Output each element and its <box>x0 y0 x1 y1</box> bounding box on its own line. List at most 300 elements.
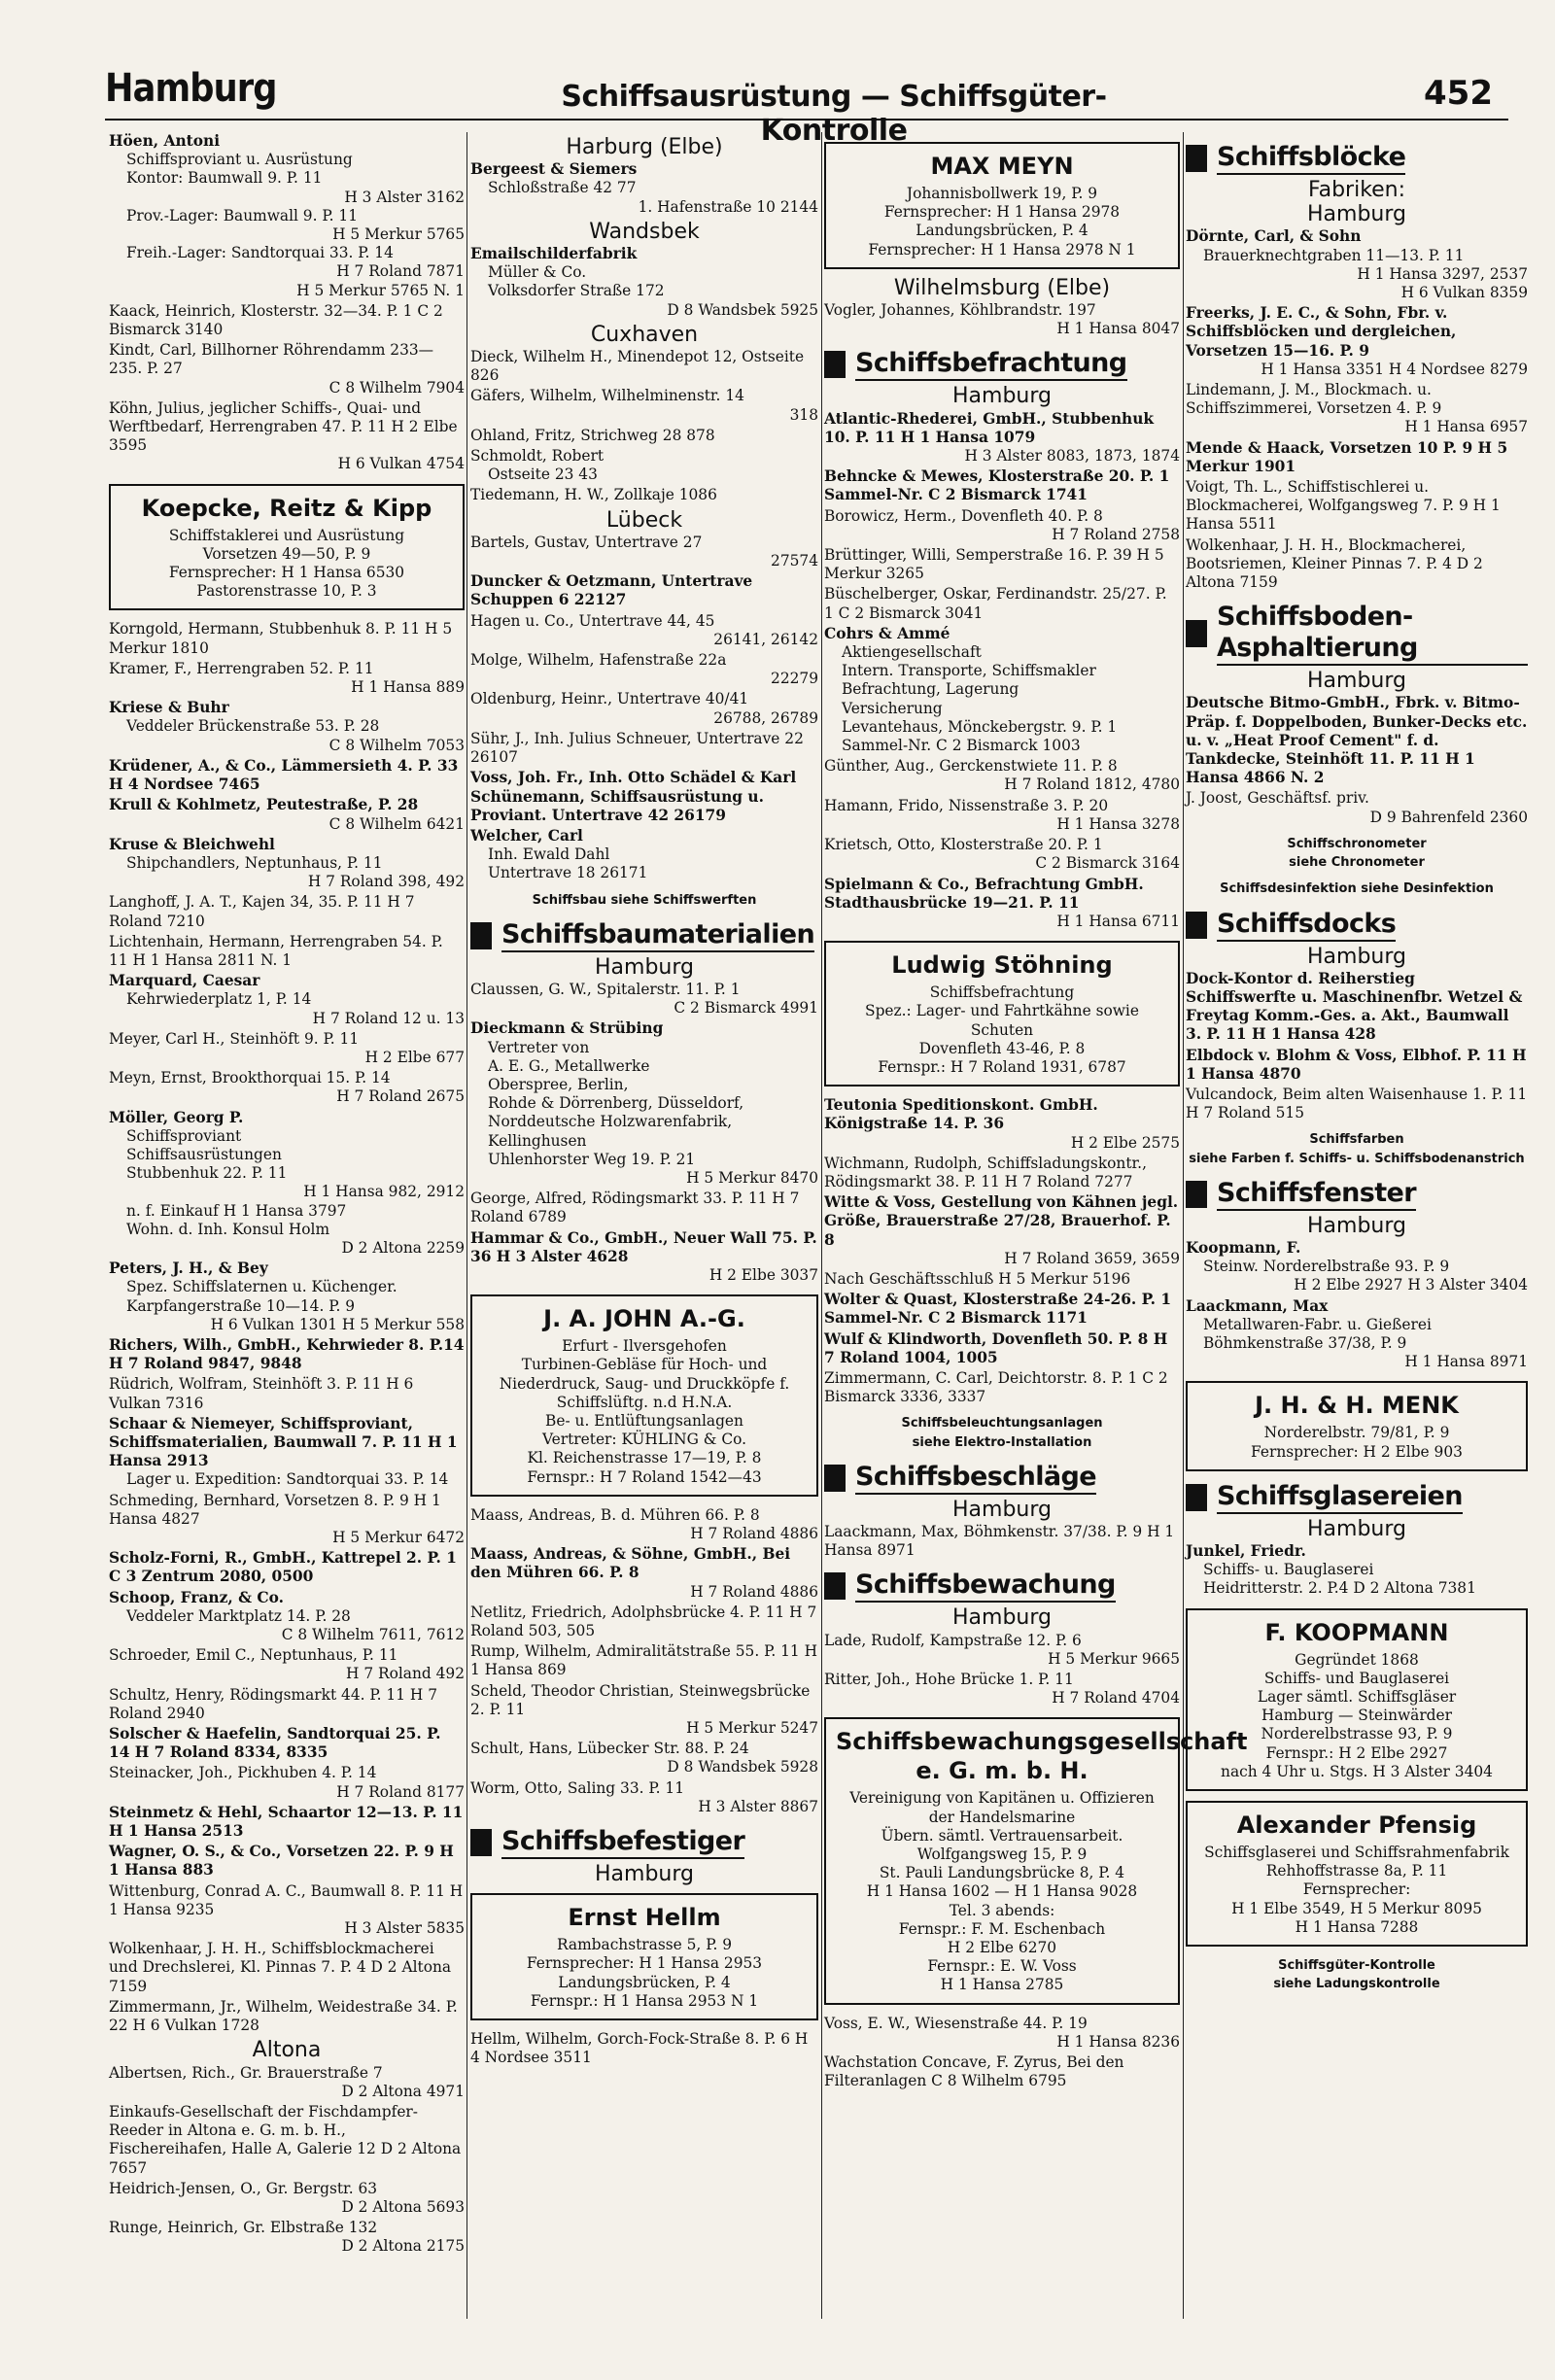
listing-detail: Schiffsproviant <box>126 1126 242 1145</box>
section-title: Schiffsbeschläge <box>855 1462 1096 1495</box>
listing-detail: Kontor: Baumwall 9. P. 11 <box>126 169 323 188</box>
listing-name: Dieck, Wilhelm H., Minendepot 12, Ostseite 826 <box>470 348 805 385</box>
listing-detail: Oberspree, Berlin, <box>488 1075 629 1093</box>
cross-reference <box>470 891 818 910</box>
listing-name: Netlitz, Friedrich, Adolphsbrücke 4. P. 11 H 7 Roland 503, 505 <box>470 1603 817 1640</box>
section-bullet-icon <box>824 1572 846 1600</box>
listing-detail: Ostseite 23 43 <box>488 466 598 484</box>
listing-name: Heidrich-Jensen, O., Gr. Bergstr. 63 <box>109 2179 378 2197</box>
listing-detail: Karpfangerstraße 10—14. P. 9 <box>126 1296 356 1315</box>
listing-entry <box>109 302 465 339</box>
listing-detail: 1. Hafenstraße 10 2144 <box>638 197 818 216</box>
listing-entry <box>470 1682 818 1739</box>
advert-john <box>470 1294 818 1497</box>
section-title: Schiffsboden-Asphaltierung <box>1217 602 1528 666</box>
listing-name: Claussen, G. W., Spitalerstr. 11. P. 1 <box>470 980 741 998</box>
advert-line: Schiffsbefrachtung <box>929 983 1075 1002</box>
section-bullet-icon <box>470 922 492 949</box>
listing-detail: Böhmkenstraße 37/38, P. 9 <box>1203 1333 1407 1352</box>
listing-detail: Sammel-Nr. C 2 Bismarck 1003 <box>842 737 1081 755</box>
listing-entry <box>109 1686 465 1723</box>
header-city: Hamburg <box>105 66 277 111</box>
city-heading: Hamburg <box>952 1605 1052 1631</box>
section-heading <box>1186 909 1528 942</box>
listing-entry <box>1186 1047 1528 1084</box>
advert-line: Rambachstrasse 5, P. 9 <box>556 1936 733 1954</box>
listing-detail: H 5 Merkur 8470 <box>686 1168 818 1187</box>
listing-name: Bartels, Gustav, Untertrave 27 <box>470 533 703 551</box>
cross-reference-line: Schiffsbau siehe Schiffswerften <box>532 892 757 908</box>
listing-name: Wittenburg, Conrad A. C., Baumwall 8. P. 11 H 1 Hansa 9235 <box>109 1881 464 1918</box>
listing-name: Lade, Rudolf, Kampstraße 12. P. 6 <box>824 1631 1082 1649</box>
listing-name: Wagner, O. S., & Co., Vorsetzen 22. P. 9 H 1 Hansa 883 <box>109 1843 454 1880</box>
listing-name: Molge, Wilhelm, Hafenstraße 22a <box>470 651 727 670</box>
listing-detail: Intern. Transporte, Schiffsmakler <box>842 662 1096 680</box>
page-number: 452 <box>1424 74 1493 113</box>
listing-name: Köhn, Julius, jeglicher Schiffs-, Quai- und Werftbedarf, Herrengraben 47. P. 11 H 2 Elbe 3595 <box>109 398 458 455</box>
advert-line: H 1 Hansa 7288 <box>1295 1917 1419 1936</box>
listing-name: Wolkenhaar, J. H. H., Blockmacherei, Bootsriemen, Kleiner Pinnas 7. P. 4 D 2 Altona 7159 <box>1186 535 1483 592</box>
listing-detail: C 8 Wilhelm 7611, 7612 <box>281 1626 465 1644</box>
advert-stoehning <box>824 941 1180 1087</box>
advert-meyn <box>824 142 1180 269</box>
listing-detail: n. f. Einkauf H 1 Hansa 3797 <box>126 1201 347 1220</box>
city-heading: Hamburg <box>1307 944 1406 969</box>
section-title: Schiffsbewachung <box>855 1569 1116 1603</box>
listing-detail: Vertreter von <box>488 1038 590 1056</box>
listing-entry <box>109 1764 465 1801</box>
section-heading <box>824 1462 1180 1495</box>
section-heading <box>1186 1481 1528 1514</box>
listing-name: Brüttinger, Willi, Semperstraße 16. P. 39 H 5 Merkur 3265 <box>824 546 1164 583</box>
listing-name: Ritter, Joh., Hohe Brücke 1. P. 11 <box>824 1671 1074 1688</box>
advert-line: Fernspr.: H 7 Roland 1931, 6787 <box>878 1057 1126 1076</box>
listing-detail: H 1 Hansa 6711 <box>1056 912 1180 930</box>
listing-name: Laackmann, Max <box>1186 1296 1329 1315</box>
listing-name: Voigt, Th. L., Schiffstischlerei u. Blockmacherei, Wolfgangsweg 7. P. 9 H 1 Hansa 5511 <box>1186 478 1501 534</box>
listing-name: Dock-Kontor d. Reiherstieg Schiffswerfte u. Maschinenfbr. Wetzel & Freytag Komm.-Ges. a. Akt., Baumwall 3. P. 11 H 1 Hansa 428 <box>1186 969 1523 1044</box>
listing-entry <box>824 1291 1180 1328</box>
advert-line: Landungsbrücken, P. 4 <box>558 1973 731 1991</box>
listing-entry <box>824 2053 1180 2090</box>
listing-name: Voss, E. W., Wiesenstraße 44. P. 19 <box>824 2014 1088 2032</box>
listing-entry <box>109 1109 465 1259</box>
advert-line: Pastorenstrasse 10, P. 3 <box>196 582 377 601</box>
listing-entry <box>470 1642 818 1679</box>
listing-name: Wolter & Quast, Klosterstraße 24-26. P. 1 Sammel-Nr. C 2 Bismarck 1171 <box>824 1291 1172 1328</box>
advert-title: Ernst Hellm <box>568 1904 721 1932</box>
advert-line: Norderelbstrasse 93, P. 9 <box>1261 1725 1453 1743</box>
listing-detail: Untertrave 18 26171 <box>488 864 648 882</box>
advert-line: Tel. 3 abends: <box>949 1901 1055 1919</box>
listing-entry <box>109 1030 465 1067</box>
listing-detail: D 2 Altona 2259 <box>341 1238 465 1257</box>
listing-name: Nach Geschäftsschluß H 5 Merkur 5196 <box>824 1269 1131 1288</box>
advert-line: Hamburg — Steinwärder <box>1261 1707 1453 1725</box>
listing-name: Ohland, Fritz, Strichweg 28 878 <box>470 426 715 444</box>
listing-entry <box>824 1671 1180 1707</box>
listing-detail: H 1 Hansa 3297, 2537 <box>1357 264 1528 283</box>
city-heading: Hamburg <box>1307 1516 1406 1541</box>
listing-entry <box>1186 970 1528 1045</box>
listing-name: Möller, Georg P. <box>109 1108 244 1126</box>
listing-entry <box>109 972 465 1028</box>
listing-entry <box>109 660 465 697</box>
city-heading: Hamburg <box>952 384 1052 409</box>
listing-entry <box>1186 381 1528 437</box>
listing-entry <box>824 1523 1180 1560</box>
advert-title: Koepcke, Reitz & Kipp <box>141 494 432 522</box>
listing-entry <box>470 486 818 504</box>
listing-entry <box>470 534 818 570</box>
listing-detail: H 7 Roland 3659, 3659 <box>1004 1249 1180 1267</box>
listing-detail: H 7 Roland 2758 <box>1052 525 1180 543</box>
advert-line: Vorsetzen 49—50, P. 9 <box>202 544 371 563</box>
listing-entry <box>1186 1086 1528 1122</box>
listing-entry <box>109 2180 465 2217</box>
listing-entry <box>470 1190 818 1226</box>
listing-entry <box>109 836 465 892</box>
cross-reference-line: siehe Farben f. Schiffs- u. Schiffsbodenanstrich <box>1189 1151 1525 1166</box>
listing-name: Mende & Haack, Vorsetzen 10 P. 9 H 5 Merkur 1901 <box>1186 438 1508 475</box>
listing-detail: D 2 Altona 4971 <box>341 2082 465 2100</box>
listing-entry <box>824 1270 1180 1289</box>
listing-detail: H 7 Roland 12 u. 13 <box>312 1009 465 1027</box>
listing-detail: H 3 Alster 3162 <box>344 188 465 206</box>
listing-name: Schaar & Niemeyer, Schiffsproviant, Schiffsmaterialien, Baumwall 7. P. 11 H 1 Hansa 2913 <box>109 1414 458 1470</box>
section-bullet-icon <box>1186 1484 1207 1511</box>
listing-detail: H 6 Vulkan 1301 H 5 Merkur 558 <box>210 1315 465 1333</box>
listing-name: Günther, Aug., Gerckenstwiete 11. P. 8 <box>824 757 1118 776</box>
section-title: Schiffsdocks <box>1217 909 1396 942</box>
listing-detail: H 1 Hansa 889 <box>351 678 465 697</box>
header-section-title: Schiffsausrüstung — Schiffsgüter-Kontrolle <box>561 80 1107 148</box>
listing-name: Zimmermann, C. Carl, Deichtorstr. 8. P. 1 C 2 Bismarck 3336, 3337 <box>824 1368 1168 1406</box>
listing-entry <box>824 1096 1180 1153</box>
listing-entry <box>470 730 818 767</box>
city-heading: Wandsbek <box>589 219 700 244</box>
listing-entry <box>470 348 818 385</box>
listing-name: Oldenburg, Heinr., Untertrave 40/41 <box>470 690 749 708</box>
advert-koopmann <box>1186 1608 1528 1791</box>
listing-entry <box>109 2103 465 2178</box>
advert-line: Norderelbstr. 79/81, P. 9 <box>1263 1424 1450 1442</box>
listing-entry <box>470 651 818 688</box>
cross-reference-line: Schiffsgüter-Kontrolle <box>1278 1958 1435 1974</box>
advert-title: Schiffsbewachungsgesellschaft e. G. m. b. H. <box>836 1728 1248 1785</box>
listing-detail: H 7 Roland 1812, 4780 <box>1004 776 1180 794</box>
listing-name: Meyn, Ernst, Brookthorquai 15. P. 14 <box>109 1069 391 1087</box>
listing-name: Cohrs & Ammé <box>824 624 950 642</box>
listing-detail: H 5 Merkur 5765 N. 1 <box>296 281 465 299</box>
listing-name: Kramer, F., Herrengraben 52. P. 11 <box>109 659 374 677</box>
cross-reference-line: siehe Elektro-Installation <box>912 1434 1092 1450</box>
listing-name: Freerks, J. E. C., & Sohn, Fbr. v. Schiffsblöcken und dergleichen, Vorsetzen 15—16. P. 9 <box>1186 304 1457 360</box>
listing-entry <box>109 1589 465 1645</box>
listing-entry <box>109 399 465 474</box>
advert-line: Rehhoffstrasse 8a, P. 11 <box>1265 1862 1448 1880</box>
listing-entry <box>109 1804 465 1841</box>
listing-detail: 318 <box>789 405 818 424</box>
listing-detail: Volksdorfer Straße 172 <box>488 282 665 300</box>
listing-detail: H 3 Alster 8867 <box>698 1797 818 1815</box>
listing-entry <box>470 2030 818 2067</box>
listing-detail: Kehrwiederplatz 1, P. 14 <box>126 990 312 1009</box>
column-1 <box>109 132 465 2328</box>
column-4 <box>1186 132 1528 2328</box>
listing-entry <box>470 827 818 883</box>
listing-entry <box>470 245 818 320</box>
section-title: Schiffsbefestiger <box>501 1826 744 1859</box>
listing-entry <box>470 1545 818 1602</box>
advert-bewachung <box>824 1717 1248 2004</box>
advert-line: H 1 Hansa 1602 — H 1 Hansa 9028 <box>866 1882 1138 1901</box>
listing-name: Laackmann, Max, Böhmkenstr. 37/38. P. 9 H 1 Hansa 8971 <box>824 1522 1175 1560</box>
listing-entry <box>824 836 1180 873</box>
listing-detail: H 7 Roland 492 <box>346 1665 465 1683</box>
listing-name: Meyer, Carl H., Steinhöft 9. P. 11 <box>109 1029 360 1048</box>
listing-name: Kriese & Buhr <box>109 699 229 717</box>
listing-detail: Versicherung <box>842 699 943 717</box>
section-bullet-icon <box>1186 620 1207 647</box>
listing-entry <box>470 387 818 424</box>
listing-detail: Uhlenhorster Weg 19. P. 21 <box>488 1150 696 1168</box>
listing-entry <box>470 572 818 609</box>
advert-line: Spez.: Lager- und Fahrtkähne sowie Schuten <box>865 1002 1139 1039</box>
advert-line: Vertreter: KÜHLING & Co. <box>541 1431 747 1449</box>
listing-name: Atlantic-Rhederei, GmbH., Stubbenhuk 10. P. 11 H 1 Hansa 1079 <box>824 409 1155 446</box>
listing-entry <box>824 797 1180 834</box>
listing-entry <box>109 1069 465 1106</box>
listing-name: Krüdener, A., & Co., Lämmersieth 4. P. 33 H 4 Nordsee 7465 <box>109 756 459 794</box>
advert-line: St. Pauli Landungsbrücke 8, P. 4 <box>879 1864 1125 1882</box>
listing-name: Bergeest & Siemers <box>470 160 638 179</box>
listing-detail: H 1 Hansa 8047 <box>1056 320 1180 338</box>
listing-entry <box>824 1632 1180 1669</box>
section-bullet-icon <box>824 1465 846 1492</box>
listing-detail: H 7 Roland 7871 <box>336 262 465 281</box>
section-heading <box>470 1826 818 1859</box>
advert-line: Fernsprecher: H 1 Hansa 2953 <box>526 1954 763 1973</box>
listing-name: Krull & Kohlmetz, Peutestraße, P. 28 <box>109 796 419 814</box>
advert-line: H 1 Hansa 2785 <box>940 1976 1064 1994</box>
listing-detail: Schloßstraße 42 77 <box>488 179 637 197</box>
listing-name: George, Alfred, Rödingsmarkt 33. P. 11 H 7 Roland 6789 <box>470 1190 800 1226</box>
listing-detail: 27574 <box>771 552 818 570</box>
listing-entry <box>470 1779 818 1816</box>
listing-detail: H 1 Hansa 8971 <box>1404 1353 1528 1371</box>
section-bullet-icon <box>824 351 846 378</box>
listing-name: Tiedemann, H. W., Zollkaje 1086 <box>470 486 717 504</box>
listing-entry <box>470 690 818 727</box>
section-heading <box>1186 142 1528 175</box>
advert-line: Dovenfleth 43-46, P. 8 <box>918 1039 1086 1057</box>
listing-detail: 22279 <box>771 670 818 688</box>
listing-entry <box>109 1940 465 1996</box>
listing-name: Voss, Joh. Fr., Inh. Otto Schädel & Karl Schünemann, Schiffsausrüstung u. Proviant. Untertrave 42 26179 <box>470 769 797 824</box>
listing-name: Spielmann & Co., Befrachtung GmbH. Stadthausbrücke 19—21. P. 11 <box>824 875 1144 912</box>
advert-line: Schiffstaklerei und Ausrüstung <box>168 526 405 544</box>
listing-detail: H 1 Hansa 3351 H 4 Nordsee 8279 <box>1261 360 1528 378</box>
section-bullet-icon <box>1186 912 1207 939</box>
advert-koepcke <box>109 484 465 611</box>
listing-detail: C 2 Bismarck 4991 <box>674 999 818 1018</box>
listing-detail: Shipchandlers, Neptunhaus, P. 11 <box>126 853 383 872</box>
listing-name: Langhoff, J. A. T., Kajen 34, 35. P. 11 H 7 Roland 7210 <box>109 893 415 930</box>
listing-name: Wichmann, Rudolph, Schiffsladungskontr., Rödingsmarkt 38. P. 11 H 7 Roland 7277 <box>824 1154 1147 1190</box>
listing-name: Koopmann, F. <box>1186 1238 1301 1257</box>
section-bullet-icon <box>470 1829 492 1856</box>
cross-reference <box>1186 880 1528 898</box>
listing-name: Lichtenhain, Hermann, Herrengraben 54. P. 11 H 1 Hansa 2811 N. 1 <box>109 932 443 969</box>
listing-entry <box>109 2064 465 2101</box>
listing-detail: Veddeler Brückenstraße 53. P. 28 <box>126 717 380 736</box>
advert-title: Alexander Pfensig <box>1236 1811 1477 1839</box>
advert-line: Wolfgangsweg 15, P. 9 <box>916 1845 1088 1864</box>
listing-detail: H 7 Roland 4886 <box>690 1525 818 1542</box>
listing-detail: Schiffsproviant u. Ausrüstung <box>126 151 353 169</box>
listing-entry <box>824 2015 1180 2052</box>
section-title: Schiffsbaumaterialien <box>501 919 814 952</box>
advert-line: Vereinigung von Kapitänen u. Offizieren der Handelsmarine <box>849 1789 1155 1826</box>
listing-entry <box>1186 536 1528 593</box>
advert-line: Fernsprecher: <box>1302 1880 1411 1899</box>
listing-name: Dörnte, Carl, & Sohn <box>1186 227 1362 246</box>
listing-entry <box>470 1604 818 1640</box>
listing-entry <box>824 625 1180 755</box>
listing-detail: H 7 Roland 2675 <box>336 1087 465 1106</box>
listing-detail: H 2 Elbe 2927 H 3 Alster 3404 <box>1294 1276 1528 1294</box>
listing-entry <box>824 507 1180 544</box>
listing-detail: H 3 Alster 8083, 1873, 1874 <box>964 447 1180 466</box>
listing-detail: H 6 Vulkan 8359 <box>1400 284 1528 302</box>
listing-entry <box>470 447 818 484</box>
listing-detail: H 5 Merkur 6472 <box>332 1529 465 1547</box>
listing-name: Kruse & Bleichwehl <box>109 835 275 853</box>
listing-detail: H 7 Roland 8177 <box>336 1782 465 1801</box>
listing-name: Teutonia Speditionskont. GmbH. Königstraße 14. P. 36 <box>824 1096 1098 1133</box>
listing-detail: Rohde & Dörrenberg, Düsseldorf, <box>488 1094 744 1113</box>
listing-name: Borowicz, Herm., Dovenfleth 40. P. 8 <box>824 506 1103 525</box>
listing-detail: D 2 Altona 2175 <box>341 2237 465 2256</box>
listing-entry <box>824 1155 1180 1191</box>
column-divider <box>821 132 822 2319</box>
listing-entry <box>109 1259 465 1334</box>
listing-detail: H 1 Hansa 6957 <box>1404 418 1528 436</box>
listing-name: Krietsch, Otto, Klosterstraße 20. P. 1 <box>824 836 1103 854</box>
city-heading: Hamburg <box>595 954 694 980</box>
listing-detail: Levantehaus, Mönckebergstr. 9. P. 1 <box>842 717 1118 736</box>
listing-name: Büschelberger, Oskar, Ferdinandstr. 25/27. P. 1 C 2 Bismarck 3041 <box>824 585 1167 622</box>
advert-line: Schiffs- und Bauglaserei <box>1263 1669 1450 1687</box>
listing-entry <box>109 341 465 397</box>
listing-detail: Schiffs- u. Bauglaserei <box>1203 1561 1374 1579</box>
listing-name: Zimmermann, Jr., Wilhelm, Weidestraße 34. P. 22 H 6 Vulkan 1728 <box>109 1997 458 2035</box>
listing-name: J. Joost, Geschäftsf. priv. <box>1186 789 1369 808</box>
listing-detail: Aktiengesellschaft <box>842 643 982 662</box>
listing-detail: H 2 Elbe 677 <box>364 1048 465 1066</box>
advert-line: Fernsprecher: H 1 Hansa 6530 <box>168 564 405 582</box>
listing-detail: Brauerknechtgraben 11—13. P. 11 <box>1203 246 1465 264</box>
city-heading: Hamburg <box>1307 202 1406 227</box>
advert-line: Fernspr.: H 7 Roland 1542—43 <box>527 1467 762 1486</box>
advert-line: Übern. sämtl. Vertrauensarbeit. <box>881 1826 1123 1845</box>
listing-entry <box>1186 304 1528 379</box>
listing-detail: D 9 Bahrenfeld 2360 <box>1369 808 1528 826</box>
listing-entry <box>1186 439 1528 476</box>
listing-detail: Kellinghusen <box>488 1131 587 1150</box>
listing-name: Deutsche Bitmo-GmbH., Fbrk. v. Bitmo-Präp. f. Doppelboden, Bunker-Decks etc. u. v. „Heat Proof Cement" f. d. Tankdecke, Steinhöft 11. P. 11 H 1 Hansa 4866 N. 2 <box>1186 694 1528 787</box>
advert-line: Gegründet 1868 <box>1295 1650 1419 1669</box>
listing-name: Maass, Andreas, & Söhne, GmbH., Bei den Mühren 66. P. 8 <box>470 1545 791 1582</box>
listing-detail: C 2 Bismarck 3164 <box>1035 854 1180 873</box>
listing-detail: H 1 Hansa 982, 2912 <box>303 1183 465 1201</box>
cross-reference-line: Schiffschronometer <box>1287 836 1427 851</box>
listing-detail: Steinw. Norderelbstraße 93. P. 9 <box>1203 1258 1450 1276</box>
listing-detail: C 8 Wilhelm 7904 <box>328 378 465 397</box>
listing-detail: A. E. G., Metallwerke <box>488 1056 650 1075</box>
listing-entry <box>824 467 1180 504</box>
listing-name: Korngold, Hermann, Stubbenhuk 8. P. 11 H 5 Merkur 1810 <box>109 620 453 657</box>
listing-name: Witte & Voss, Gestellung von Kähnen jegl. Größe, Brauerstraße 27/28, Brauerhof. P. 8 <box>824 1193 1179 1249</box>
listing-entry <box>470 769 818 825</box>
advert-line: Fernspr.: E. W. Voss <box>927 1957 1077 1976</box>
listing-entry <box>109 1415 465 1490</box>
listing-entry <box>470 1019 818 1188</box>
listing-entry <box>109 1549 465 1586</box>
section-bullet-icon <box>1186 145 1207 172</box>
listing-detail: H 7 Roland 4886 <box>690 1582 818 1601</box>
listing-entry <box>109 757 465 794</box>
listing-name: Peters, J. H., & Bey <box>109 1259 268 1278</box>
listing-name: Schult, Hans, Lübecker Str. 88. P. 24 <box>470 1740 749 1758</box>
cross-reference-line: siehe Ladungskontrolle <box>1273 1977 1440 1992</box>
listing-entry <box>470 1229 818 1286</box>
listing-name: Duncker & Oetzmann, Untertrave Schuppen 6 22127 <box>470 572 753 609</box>
listing-entry <box>824 1369 1180 1406</box>
advert-title: Ludwig Stöhning <box>891 951 1113 980</box>
cross-reference-line: Schiffsbeleuchtungsanlagen <box>901 1416 1103 1431</box>
advert-line: Landungsbrücken, P. 4 <box>916 222 1088 240</box>
listing-detail: H 7 Roland 4704 <box>1052 1689 1180 1707</box>
listing-entry <box>824 1193 1180 1268</box>
section-heading <box>824 1569 1180 1603</box>
listing-entry <box>109 1646 465 1683</box>
city-heading: Lübeck <box>605 507 683 533</box>
listing-entry <box>109 1492 465 1548</box>
listing-detail: Inh. Ewald Dahl <box>488 845 610 864</box>
listing-name: Junkel, Friedr. <box>1186 1541 1306 1560</box>
listing-entry <box>109 1725 465 1762</box>
advert-line: Fernspr.: H 1 Hansa 2953 N 1 <box>530 1991 759 2010</box>
city-heading: Cuxhaven <box>590 322 699 347</box>
listing-name: Schmoldt, Robert <box>470 447 605 466</box>
listing-entry <box>470 1506 818 1543</box>
advert-pfensig <box>1186 1801 1528 1947</box>
listing-name: Rump, Wilhelm, Admiralitätstraße 55. P. 11 H 1 Hansa 869 <box>470 1642 818 1679</box>
cross-reference <box>1186 1130 1528 1167</box>
listing-detail: C 8 Wilhelm 7053 <box>328 736 465 754</box>
listing-detail: H 2 Elbe 3037 <box>708 1265 818 1284</box>
listing-detail: Lager u. Expedition: Sandtorquai 33. P. 14 <box>126 1470 449 1489</box>
listing-detail: 26141, 26142 <box>713 630 818 648</box>
advert-line: Fernsprecher: H 1 Hansa 2978 <box>883 203 1121 222</box>
listing-name: Wolkenhaar, J. H. H., Schiffsblockmacherei und Drechslerei, Kl. Pinnas 7. P. 4 D 2 Altona 7159 <box>109 1940 452 1995</box>
advert-line: Fernspr.: F. M. Eschenbach <box>898 1919 1106 1938</box>
listing-entry <box>109 1336 465 1373</box>
listing-name: Runge, Heinrich, Gr. Elbstraße 132 <box>109 2219 378 2237</box>
listing-detail: H 2 Elbe 2575 <box>1070 1133 1180 1152</box>
